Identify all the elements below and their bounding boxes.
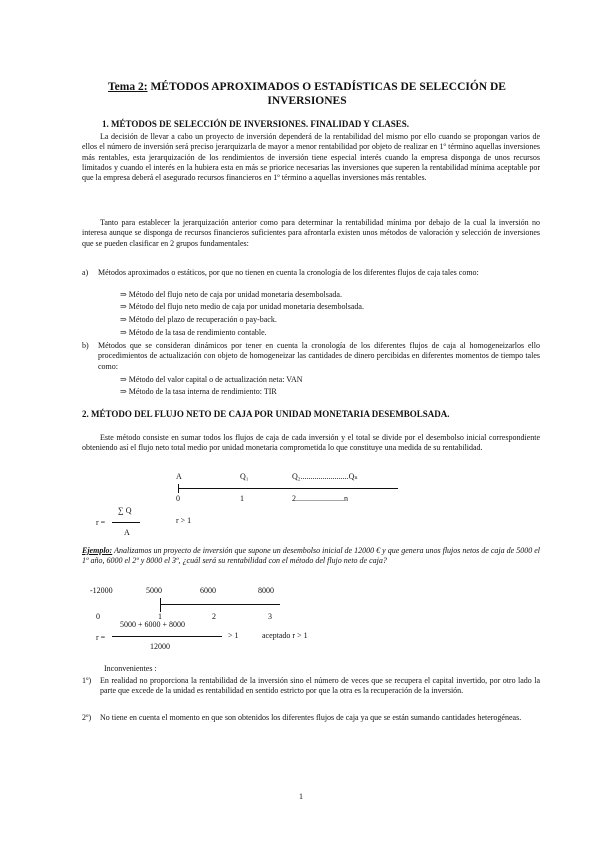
example-text: Analizamos un proyecto de inversión que supone un desembolso inicial de 12000 € y que genera unos flujos netos de caja de 5000 el 1º año, 6000 el 2º y 8000 el 3º, ¿cuál será su rentabilidad con el método del flujo neto de caja? [82,546,540,566]
period-label: 1 [158,612,162,621]
formula-lhs: r = [96,633,106,642]
group-a-text: Métodos aproximados o estáticos, por que no tienen en cuenta la cronología de los diferentes flujos de caja tales como: [98,268,479,277]
title-label: Tema 2: [108,81,148,93]
example-label: Ejemplo: [82,546,113,555]
drawback-text: En realidad no proporciona la rentabilidad de la inversión sino el número de veces que se recupera el capital invertido, por otro lado la parte que excede de la unidad es rentabilidad en sentido estricto por que la otra es la recuperación de la inversión. [100,676,540,696]
cashflow-value: 5000 [146,586,162,595]
group-b-text: Métodos que se consideran dinámicos por tener en cuenta la cronología de los diferentes flujos de caja al homogeneizarlos ello procedimientos de actualización con objeto de homogeneizar las cantidades de dinero percibidas en diferentes momentos de tiempo tales como: [98,341,540,371]
list-item: ⇒ Método de la tasa de rendimiento contable. [120,328,267,337]
list-item: ⇒ Método del valor capital o de actualización neta: VAN [120,375,303,384]
diagram1-cell: 1 [240,494,244,503]
group-b-label: b) [82,341,89,350]
list-item: ⇒ Método del flujo neto medio de caja por unidad monetaria desembolsada. [120,302,364,311]
period-label: 3 [268,612,272,621]
formula-rhs: r > 1 [176,516,192,525]
formula-numerator: 5000 + 6000 + 8000 [120,620,186,629]
section1-paragraph-2: Tanto para establecer la jerarquización anterior como para determinar la rentabilidad mínima por debajo de la cual la inversión no interesa aunque se disponga de recursos financieros suficientes para afrontarla existen unos métodos de valoración y selección de inversiones que se pueden clasificar en 2 grupos fundamentales: [82,218,540,248]
list-item: ⇒ Método de la tasa interna de rendimiento: TIR [120,387,277,396]
period-label: 2 [212,612,216,621]
cashflow-value: 6000 [200,586,216,595]
diagram1-cell: 2........................n [292,494,348,503]
period-label: 0 [96,612,100,621]
diagram1-cell: A [176,472,182,481]
formula-denominator: 12000 [150,642,170,651]
drawback-label: 2º) [82,713,92,722]
cashflow-value: -12000 [90,586,113,595]
formula-verdict: aceptado r > 1 [262,631,308,640]
diagram1-cell: 0 [176,494,180,503]
section1-paragraph-1: La decisión de llevar a cabo un proyecto de inversión dependerá de la rentabilidad del mismo por ello cuando se propongan varios de ellos el número de inversión será preciso jerarquizarla de mayor a menor rentabilidad por objeto de realizar en 1º término aquellas inversiones más rentables, esta jerarquización de los rendimientos de inversión tiene especial interés cuando la empresa disponga de unos recursos limitados y cuando el interés en la hubiera esta en más se priorice necesarias las inversiones que superen la rentabilidad mínima aceptable por que la empresa deberá el asegurado recursos financieros en 1º término a aquellas inversiones más rentables. [82,132,540,183]
group-a-label: a) [82,268,89,277]
diagram1-cell: Q₁ [240,472,249,481]
timeline-tick [160,598,161,612]
drawback-label: 1º) [82,676,92,685]
formula-numerator: ∑ Q [118,506,132,515]
title-text: MÉTODOS APROXIMADOS O ESTADÍSTICAS DE SELECCIÓN DE INVERSIONES [150,81,506,107]
formula-result: > 1 [228,631,239,640]
list-item: ⇒ Método del flujo neto de caja por unidad monetaria desembolsada. [120,290,342,299]
section2-paragraph: Este método consiste en sumar todos los flujos de caja de cada inversión y el total se divide por el desembolso inicial correspondiente obteniendo así el flujo neto total medio por unidad monetaria comprometida lo que constituye una medida de su rentabilidad. [82,433,540,453]
fraction-bar [112,636,222,637]
page-number: 1 [299,792,303,801]
drawback-text: No tiene en cuenta el momento en que son obtenidos los diferentes flujos de caja ya que se están sumando cantidades heterogéneas. [100,713,522,722]
cashflow-value: 8000 [258,586,274,595]
formula-lhs: r = [96,518,106,527]
timeline-axis [160,604,280,605]
section2-heading: 2. MÉTODO DEL FLUJO NETO DE CAJA POR UNIDAD MONETARIA DESEMBOLSADA. [82,409,450,419]
example-paragraph [82,546,540,567]
fraction-bar [112,522,140,523]
diagram1-cell: Q₂........................Qₙ [292,472,358,481]
drawbacks-heading: Inconvenientes : [104,664,157,673]
page-title [82,80,532,108]
list-item: ⇒ Método del plazo de recuperación o pay-back. [120,315,277,324]
formula-denominator: A [124,528,130,537]
timeline-axis [178,488,398,489]
section1-heading: 1. MÉTODOS DE SELECCIÓN DE INVERSIONES. FINALIDAD Y CLASES. [102,119,409,129]
